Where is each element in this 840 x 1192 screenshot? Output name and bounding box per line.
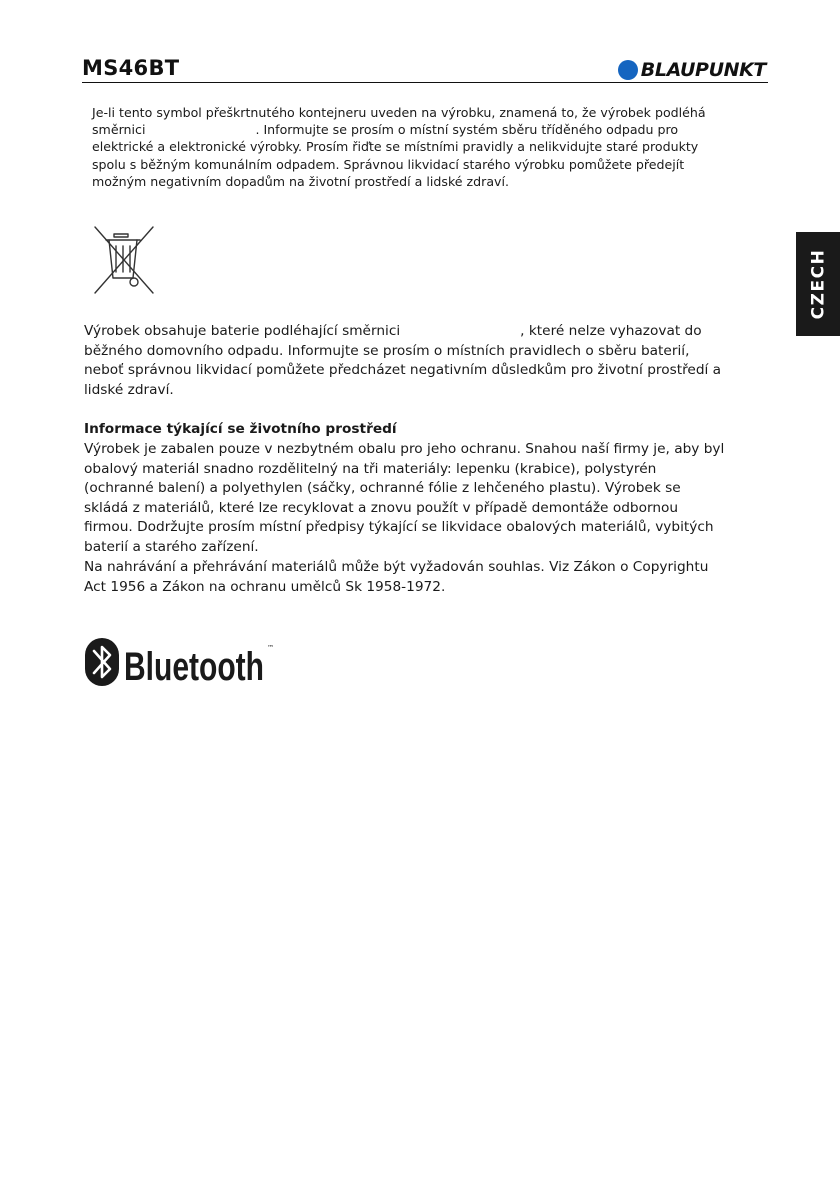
brand-name: BLAUPUNKT bbox=[640, 59, 766, 81]
environment-heading: Informace týkající se životního prostředí bbox=[84, 421, 397, 437]
brand-logo bbox=[618, 58, 766, 82]
copyright-paragraph: Na nahrávání a přehrávání materiálů může být vyžadován souhlas. Viz Zákon o Copyrightu Act 1956 a Zákon na ochranu umělců Sk 1958-1972. bbox=[84, 559, 709, 595]
brand-dot-icon bbox=[618, 60, 638, 80]
language-tab bbox=[796, 232, 840, 336]
environment-paragraph: Výrobek je zabalen pouze v nezbytném obalu pro jeho ochranu. Snahou naší firmy je, aby byl obalový materiál snadno rozdělitelný na tři materiály: lepenku (krabice), polystyrén (ochranné balení) a polyethylen (sáčky, ochranné fólie z lehčeného plastu). Výrobek se skládá z materiálů, které lze recyklovat a znovu použít v případě demontáže odbornou firmou. Dodržujte prosím místní předpisy týkající se likvidace obalových materiálů, vybitých baterií a starého zařízení. bbox=[84, 441, 725, 555]
bluetooth-rune-icon bbox=[85, 638, 119, 686]
bluetooth-trademark: ™ bbox=[267, 644, 274, 652]
battery-text-end: , které nelze vyhazovat do běžného domovního odpadu. Informujte se prosím o místních pravidlech o sběru baterií, neboť správnou likvidací pomůžete předcházet negativním důsledkům pro životní prostředí a lidské zdraví. bbox=[84, 323, 722, 398]
crossed-out-wheelie-bin-icon bbox=[92, 224, 156, 296]
weee-paragraph bbox=[92, 104, 710, 190]
weee-text-end: . Informujte se prosím o místní systém sběru tříděného odpadu pro elektrické a elektronické výrobky. Prosím řiďte se místními pravidly a nelikvidujte staré produkty spolu s běžným komunálním odpadem. Správnou likvidací starého výrobku pomůžete předejít možným negativním dopadům na životní prostředí a lidské zdraví. bbox=[92, 122, 699, 189]
model-name: MS46BT bbox=[82, 56, 180, 80]
weee-text-start: Je-li tento symbol přeškrtnutého kontejneru uveden na výrobku, znamená to, že výrobek podléhá směrnici bbox=[92, 105, 706, 138]
bluetooth-logo bbox=[84, 636, 284, 688]
language-tab-label: CZECH bbox=[808, 248, 828, 320]
battery-paragraph bbox=[84, 322, 724, 400]
bluetooth-wordmark: Bluetooth bbox=[124, 645, 264, 688]
battery-text-start: Výrobek obsahuje baterie podléhající směrnici bbox=[84, 323, 401, 339]
page-header bbox=[82, 56, 768, 83]
